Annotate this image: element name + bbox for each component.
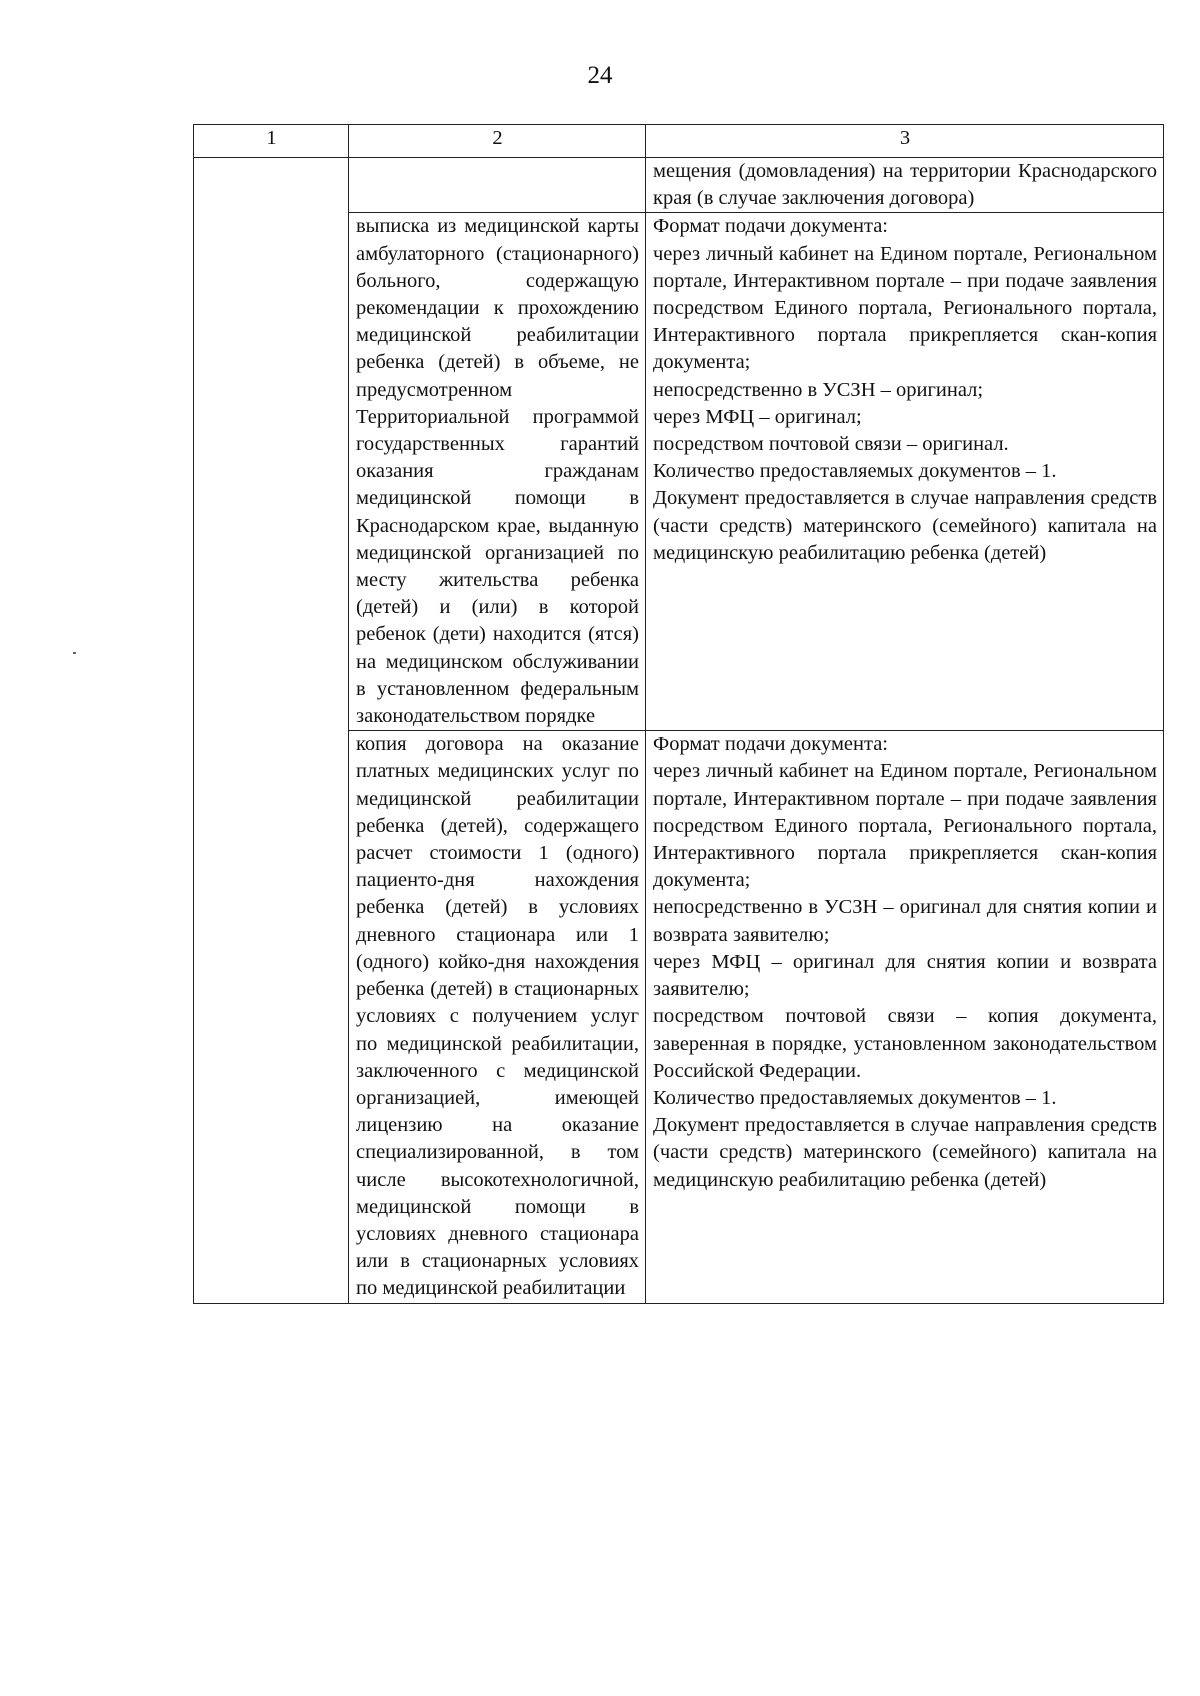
document-count: Количество предоставляемых документов – 1. (653, 460, 1057, 483)
table-row (194, 158, 1164, 213)
submission-method: через МФЦ – оригинал для снятия копии и возврата заявителю; (653, 950, 1157, 1001)
submission-method: посредством почтовой связи – копия документа, заверенная в порядке, установленном законодательством Российской Федерации. (653, 1005, 1157, 1082)
table-header-row (194, 125, 1164, 158)
submission-method: непосредственно в УСЗН – оригинал; (653, 378, 984, 401)
row-cell-col3 (646, 213, 1164, 731)
row-cell-col2: копия договора на оказание платных медицинских услуг по медицинской реабилитации ребенка (детей), содержащего расчет стоимости 1 (одного) пациенто-дня нахождения ребенка (детей) в условиях дневного стационара или 1 (одного) койко-дня нахождения ребенка (детей) в стационарных условиях с получением услуг по медицинской реабилитации, заключенного с медицинской организацией, имеющей лицензию на оказание специализированной, в том числе высокотехнологичной, медицинской помощи в условиях дневного стационара или в стационарных условиях по медицинской реабилитации (349, 731, 646, 1303)
row-cell-col2: выписка из медицинской карты амбулаторного (стационарного) больного, содержащую рекомендации к прохождению медицинской реабилитации ребенка (детей) в объеме, не предусмотренном Территориальной программой государственных гарантий оказания гражданам медицинской помощи в Краснодарском крае, выданную медицинской организацией по месту жительства ребенка (детей) и (или) в которой ребенок (дети) находится (ятся) на медицинском обслуживании в установленном федеральным законодательством порядке (349, 213, 646, 731)
column-header-1: 1 (194, 125, 349, 158)
submission-method: через личный кабинет на Едином портале, Региональном портале, Интерактивном портале – при подаче заявления посредством Единого портала, Регионального портала, Интерактивного портала прикрепляется скан-копия документа; (653, 242, 1157, 374)
format-heading: Формат подачи документа: (653, 733, 888, 756)
row-cell-col3: мещения (домовладения) на территории Краснодарского края (в случае заключения договора) (646, 158, 1164, 213)
document-count: Количество предоставляемых документов – 1. (653, 1086, 1057, 1109)
column-header-3: 3 (646, 125, 1164, 158)
submission-method: посредством почтовой связи – оригинал. (653, 433, 1009, 456)
submission-method: через МФЦ – оригинал; (653, 405, 862, 428)
submission-method: через личный кабинет на Едином портале, Региональном портале, Интерактивном портале – при подаче заявления посредством Единого портала, Регионального портала, Интерактивного портала прикрепляется скан-копия документа; (653, 760, 1157, 892)
submission-method: непосредственно в УСЗН – оригинал для снятия копии и возврата заявителю; (653, 896, 1157, 946)
column-header-2: 2 (349, 125, 646, 158)
document-table (193, 124, 1164, 1304)
row-cell-col2 (349, 158, 646, 213)
row-cell-col1 (194, 158, 349, 1304)
page-number: 24 (587, 62, 613, 89)
format-heading: Формат подачи документа: (653, 215, 888, 238)
scan-speck (73, 652, 76, 654)
document-condition: Документ предоставляется в случае направления средств (части средств) материнского (семейного) капитала на медицинскую реабилитацию ребенка (детей) (653, 1114, 1157, 1191)
document-condition: Документ предоставляется в случае направления средств (части средств) материнского (семейного) капитала на медицинскую реабилитацию ребенка (детей) (653, 487, 1157, 564)
row-cell-col3 (646, 731, 1164, 1303)
